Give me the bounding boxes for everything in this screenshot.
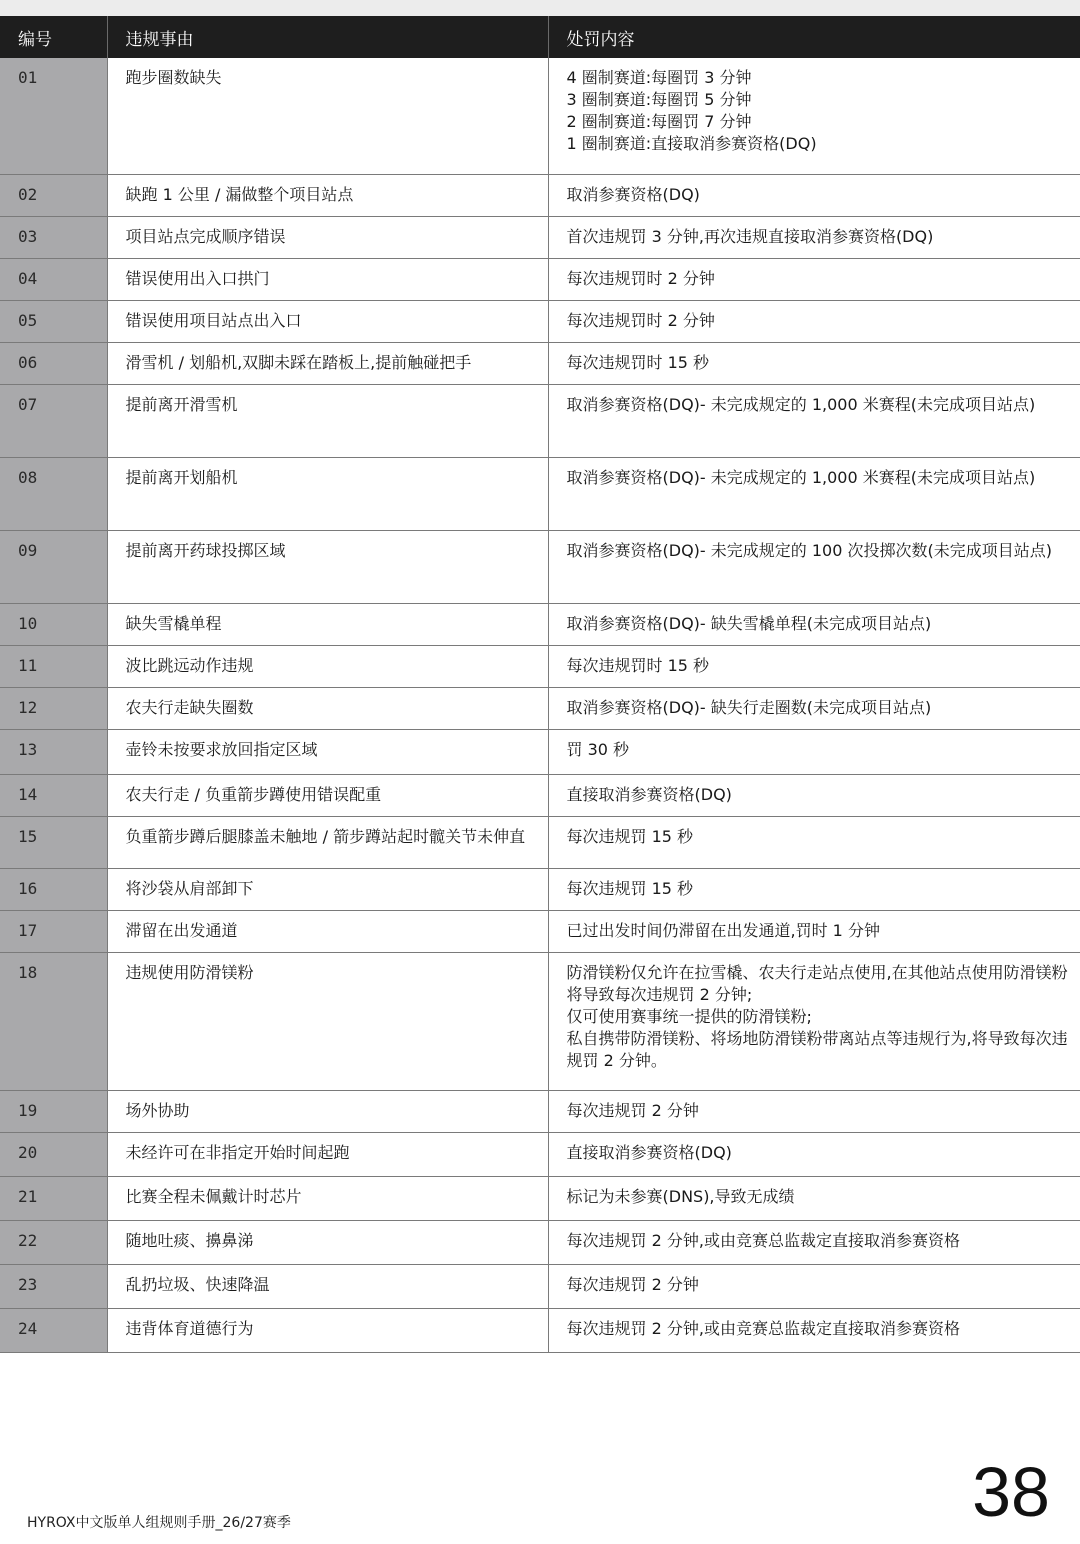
violations-table (0, 16, 1080, 1353)
cell-penalty: 防滑镁粉仅允许在拉雪橇、农夫行走站点使用,在其他站点使用防滑镁粉将导致每次违规罚 2 分钟; 仅可使用赛事统一提供的防滑镁粉; 私自携带防滑镁粉、将场地防滑镁粉带离站点等违规行为,将导致每次违规罚 2 分钟。 (548, 952, 1080, 1090)
table-body (0, 58, 1080, 1352)
table-row (0, 1176, 1080, 1220)
cell-number: 01 (0, 58, 107, 174)
cell-reason: 农夫行走 / 负重箭步蹲使用错误配重 (107, 774, 548, 816)
cell-number: 12 (0, 687, 107, 729)
header-penalty: 处罚内容 (548, 16, 1080, 58)
cell-number: 09 (0, 530, 107, 603)
table-row (0, 1132, 1080, 1176)
cell-penalty: 直接取消参赛资格(DQ) (548, 774, 1080, 816)
table-row (0, 645, 1080, 687)
cell-penalty: 罚 30 秒 (548, 729, 1080, 774)
cell-reason: 农夫行走缺失圈数 (107, 687, 548, 729)
cell-reason: 提前离开划船机 (107, 457, 548, 530)
cell-number: 02 (0, 174, 107, 216)
cell-penalty: 取消参赛资格(DQ)- 缺失行走圈数(未完成项目站点) (548, 687, 1080, 729)
cell-reason: 随地吐痰、擤鼻涕 (107, 1220, 548, 1264)
footer-title: HYROX中文版单人组规则手册_26/27赛季 (27, 1515, 291, 1531)
table-row (0, 384, 1080, 457)
table-row (0, 58, 1080, 174)
cell-number: 05 (0, 300, 107, 342)
cell-number: 15 (0, 816, 107, 868)
cell-number: 21 (0, 1176, 107, 1220)
cell-penalty: 取消参赛资格(DQ)- 未完成规定的 1,000 米赛程(未完成项目站点) (548, 384, 1080, 457)
cell-number: 24 (0, 1308, 107, 1352)
table-row (0, 457, 1080, 530)
table-row (0, 300, 1080, 342)
header-number: 编号 (0, 16, 107, 58)
cell-penalty: 每次违规罚 2 分钟 (548, 1090, 1080, 1132)
cell-penalty: 每次违规罚 2 分钟,或由竞赛总监裁定直接取消参赛资格 (548, 1308, 1080, 1352)
cell-penalty: 取消参赛资格(DQ)- 未完成规定的 100 次投掷次数(未完成项目站点) (548, 530, 1080, 603)
cell-reason: 项目站点完成顺序错误 (107, 216, 548, 258)
cell-reason: 错误使用出入口拱门 (107, 258, 548, 300)
cell-reason: 错误使用项目站点出入口 (107, 300, 548, 342)
cell-number: 14 (0, 774, 107, 816)
cell-number: 04 (0, 258, 107, 300)
top-strip (0, 0, 1080, 16)
cell-penalty: 每次违规罚 15 秒 (548, 868, 1080, 910)
cell-reason: 缺跑 1 公里 / 漏做整个项目站点 (107, 174, 548, 216)
cell-penalty: 每次违规罚时 2 分钟 (548, 300, 1080, 342)
table-row (0, 1220, 1080, 1264)
cell-number: 19 (0, 1090, 107, 1132)
cell-number: 18 (0, 952, 107, 1090)
cell-reason: 场外协助 (107, 1090, 548, 1132)
cell-reason: 滞留在出发通道 (107, 910, 548, 952)
table-row (0, 216, 1080, 258)
table-header (0, 16, 1080, 58)
table-row (0, 174, 1080, 216)
cell-number: 07 (0, 384, 107, 457)
cell-number: 16 (0, 868, 107, 910)
header-reason: 违规事由 (107, 16, 548, 58)
cell-number: 11 (0, 645, 107, 687)
cell-penalty: 每次违规罚 2 分钟,或由竞赛总监裁定直接取消参赛资格 (548, 1220, 1080, 1264)
cell-number: 13 (0, 729, 107, 774)
cell-number: 17 (0, 910, 107, 952)
cell-penalty: 取消参赛资格(DQ) (548, 174, 1080, 216)
cell-penalty: 每次违规罚时 15 秒 (548, 342, 1080, 384)
table-row (0, 1308, 1080, 1352)
table-row (0, 910, 1080, 952)
cell-penalty: 首次违规罚 3 分钟,再次违规直接取消参赛资格(DQ) (548, 216, 1080, 258)
cell-reason: 未经许可在非指定开始时间起跑 (107, 1132, 548, 1176)
cell-reason: 将沙袋从肩部卸下 (107, 868, 548, 910)
cell-reason: 缺失雪橇单程 (107, 603, 548, 645)
cell-reason: 乱扔垃圾、快速降温 (107, 1264, 548, 1308)
cell-number: 08 (0, 457, 107, 530)
cell-penalty: 每次违规罚时 2 分钟 (548, 258, 1080, 300)
table-row (0, 952, 1080, 1090)
cell-reason: 负重箭步蹲后腿膝盖未触地 / 箭步蹲站起时髋关节未伸直 (107, 816, 548, 868)
cell-number: 23 (0, 1264, 107, 1308)
cell-penalty: 每次违规罚 15 秒 (548, 816, 1080, 868)
table-row (0, 868, 1080, 910)
table-row (0, 1090, 1080, 1132)
cell-reason: 比赛全程未佩戴计时芯片 (107, 1176, 548, 1220)
cell-number: 22 (0, 1220, 107, 1264)
cell-reason: 违背体育道德行为 (107, 1308, 548, 1352)
cell-reason: 波比跳远动作违规 (107, 645, 548, 687)
table-row (0, 729, 1080, 774)
cell-number: 06 (0, 342, 107, 384)
table-row (0, 774, 1080, 816)
cell-penalty: 取消参赛资格(DQ)- 缺失雪橇单程(未完成项目站点) (548, 603, 1080, 645)
cell-number: 03 (0, 216, 107, 258)
cell-penalty: 4 圈制赛道:每圈罚 3 分钟 3 圈制赛道:每圈罚 5 分钟 2 圈制赛道:每圈罚 7 分钟 1 圈制赛道:直接取消参赛资格(DQ) (548, 58, 1080, 174)
cell-reason: 跑步圈数缺失 (107, 58, 548, 174)
cell-reason: 滑雪机 / 划船机,双脚未踩在踏板上,提前触碰把手 (107, 342, 548, 384)
table-row (0, 1264, 1080, 1308)
cell-number: 20 (0, 1132, 107, 1176)
table-row (0, 530, 1080, 603)
cell-reason: 壶铃未按要求放回指定区域 (107, 729, 548, 774)
table-row (0, 342, 1080, 384)
table-row (0, 258, 1080, 300)
cell-penalty: 每次违规罚 2 分钟 (548, 1264, 1080, 1308)
table-row (0, 603, 1080, 645)
cell-penalty: 每次违规罚时 15 秒 (548, 645, 1080, 687)
cell-reason: 违规使用防滑镁粉 (107, 952, 548, 1090)
cell-reason: 提前离开滑雪机 (107, 384, 548, 457)
table-row (0, 816, 1080, 868)
cell-number: 10 (0, 603, 107, 645)
cell-reason: 提前离开药球投掷区域 (107, 530, 548, 603)
cell-penalty: 标记为未参赛(DNS),导致无成绩 (548, 1176, 1080, 1220)
cell-penalty: 取消参赛资格(DQ)- 未完成规定的 1,000 米赛程(未完成项目站点) (548, 457, 1080, 530)
cell-penalty: 已过出发时间仍滞留在出发通道,罚时 1 分钟 (548, 910, 1080, 952)
table-row (0, 687, 1080, 729)
cell-penalty: 直接取消参赛资格(DQ) (548, 1132, 1080, 1176)
page-number: 38 (972, 1453, 1050, 1531)
